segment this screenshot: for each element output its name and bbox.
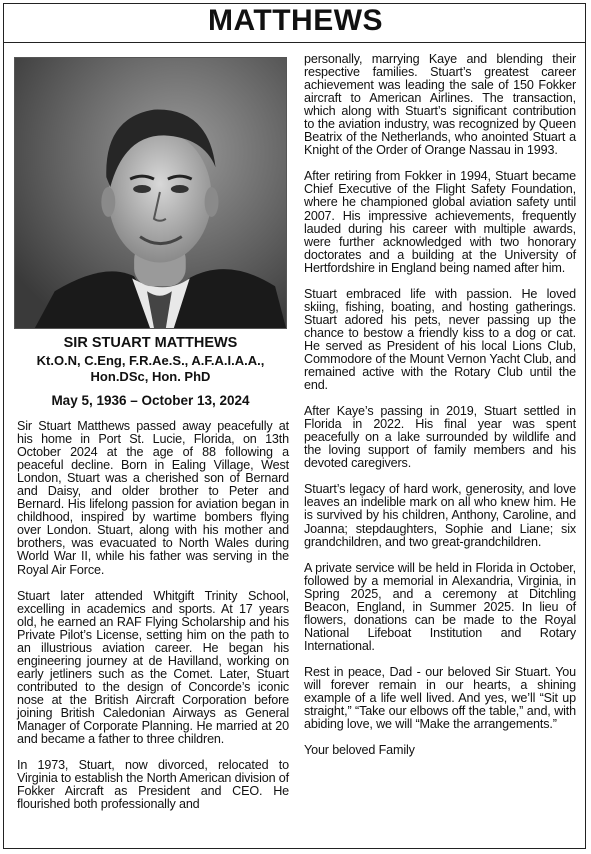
right-column [304, 53, 576, 770]
paragraph: After Kaye’s passing in 2019, Stuart settled in Florida in 2022. His final year was spent peacefully on a lake surrounded by wildlife and the loving support of family members and his devoted caregivers. [304, 404, 576, 471]
page-title: MATTHEWS [207, 4, 384, 37]
paragraph: personally, marrying Kaye and blending their respective families. Stuart’s greatest career achievement was leading the sale of 150 Fokker aircraft to American Airlines. The transaction, which along with Stuart’s significant contribution to the aviation industry, was recognized by Queen Beatrix of the Netherlands, who anointed Stuart a Knight of the Order of Orange Nassau in 1993. [304, 52, 576, 158]
paragraph: Stuart embraced life with passion. He loved skiing, fishing, boating, and hosting gatherings. Stuart adored his pets, never passing up the chance to bestow a friendly kiss to a dog or cat. He served as President of his local Lions Club, Commodore of the Mount Vernon Yacht Club, and remained active with the Rotary Club until the end. [304, 286, 576, 393]
portrait-image [15, 58, 286, 328]
paragraph: Rest in peace, Dad - our beloved Sir Stuart. You will forever remain in our hearts, a shining example of a life well lived. And yes, we’ll “Sit up straight,” “Take our elbows off the table,” and, with abiding love, we will “Make the arrangements.” [304, 664, 576, 732]
paragraph: In 1973, Stuart, now divorced, relocated to Virginia to establish the North American division of Fokker Aircraft as President and CEO. He flourished both professionally and [17, 758, 289, 812]
life-dates: May 5, 1936 – October 13, 2024 [51, 393, 250, 408]
left-column [17, 420, 289, 824]
honors-line-2: Hon.DSc, Hon. PhD [90, 369, 211, 384]
signature-line: Your beloved Family [304, 743, 415, 758]
portrait-photo [14, 57, 287, 329]
title-divider [4, 42, 586, 43]
paragraph: Stuart later attended Whitgift Trinity School, excelling in academics and sports. At 17 years old, he earned an RAF Flying Scholarship and his Private Pilot’s License, setting him on the path to an illustrious aviation career. He began his engineering journey at de Havilland, working on early jetliners such as the Comet. Later, Stuart contributed to the design of Concorde’s iconic nose at the British Aircraft Corporation before joining British Caledonian Airways as General Manager of Corporate Planning. He married at 20 and became a father to three children. [17, 588, 289, 747]
deceased-honors [14, 353, 287, 385]
deceased-name: SIR STUART MATTHEWS [63, 335, 238, 351]
paragraph: A private service will be held in Florida in October, followed by a memorial in Alexandria, Virginia, in Spring 2025, and a ceremony at Ditchling Beacon, England, in Summer 2025. In lieu of flowers, donations can be made to the Royal National Lifeboat Institution and Rotary International. [304, 560, 576, 653]
paragraph: Sir Stuart Matthews passed away peacefully at his home in Port St. Lucie, Florida, on 13th October 2024 at the age of 88 following a peaceful decline. Born in Ealing Village, West London, Stuart was a cherished son of Bernard and Daisy, and older brother to Peter and Bernard. His lifelong passion for aviation began in childhood, inspired by wartime bombers flying over London. Stuart, along with his mother and brothers, was evacuated to North Wales during World War II, while his father was serving in the Royal Air Force. [17, 419, 289, 577]
paragraph: Stuart’s legacy of hard work, generosity, and love leaves an indelible mark on all who knew him. He is survived by his children, Anthony, Caroline, and Joanna; stepdaughters, Sophie and Liane; six grandchildren, and two great-grandchildren. [304, 482, 576, 549]
honors-line-1: Kt.O.N, C.Eng, F.R.Ae.S., A.F.A.I.A.A., [36, 353, 265, 368]
paragraph: After retiring from Fokker in 1994, Stuart became Chief Executive of the Flight Safety Foundation, where he championed global aviation safety until 2007. His impressive achievements, frequently lauded during his career with multiple awards, were further acknowledged with two honorary doctorates and a building at the University of Hertfordshire in England being named after him. [304, 169, 576, 275]
